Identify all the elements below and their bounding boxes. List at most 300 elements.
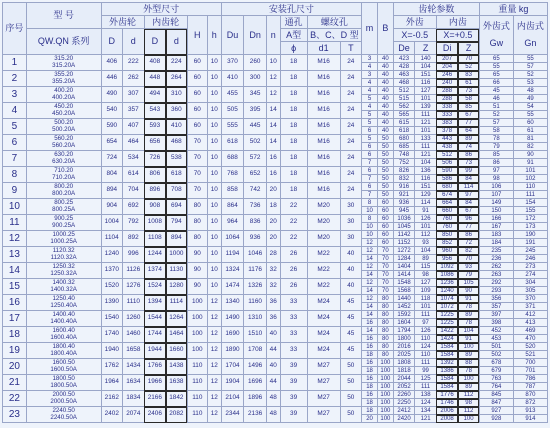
cell-di: 207 bbox=[436, 55, 458, 63]
cell-dn: 260 bbox=[244, 55, 267, 71]
cell-du: 455 bbox=[221, 87, 244, 103]
cell-id: 1130 bbox=[166, 263, 188, 279]
cell-gn: 274 bbox=[513, 271, 547, 279]
cell-d: 704 bbox=[123, 183, 145, 199]
cell-gw: 79 bbox=[479, 143, 513, 151]
cell-zn: 61 bbox=[458, 79, 480, 87]
table-row bbox=[3, 263, 548, 271]
cell-di: 760 bbox=[436, 215, 458, 223]
col-int-d-upper: D bbox=[144, 29, 166, 55]
col-h-lower: h bbox=[207, 16, 221, 55]
cell-d1: M24 bbox=[307, 311, 340, 327]
cell-di: 1072 bbox=[436, 303, 458, 311]
cell-model bbox=[26, 119, 101, 135]
cell-gn: 245 bbox=[513, 247, 547, 255]
table-row bbox=[3, 311, 548, 319]
col-outline: 外型尺寸 bbox=[101, 3, 221, 16]
cell-di: 438 bbox=[436, 143, 458, 151]
cell-id: 1280 bbox=[166, 279, 188, 295]
cell-z: 129 bbox=[415, 191, 437, 199]
cell-di: 1086 bbox=[436, 271, 458, 279]
cell-h: 90 bbox=[187, 263, 207, 279]
cell-du: 858 bbox=[221, 183, 244, 199]
cell-no: 12 bbox=[3, 231, 27, 247]
cell-m: 18 bbox=[362, 407, 378, 415]
cell-n: 16 bbox=[266, 167, 280, 183]
cell-gw: 293 bbox=[479, 287, 513, 295]
cell-m: 16 bbox=[362, 335, 378, 343]
cell-gw: 46 bbox=[479, 95, 513, 103]
table-row bbox=[3, 119, 548, 127]
cell-gw: 65 bbox=[479, 55, 513, 63]
cell-id: 2406 bbox=[144, 407, 166, 423]
cell-dn: 1046 bbox=[244, 247, 267, 263]
col-x-int: X=+0.5 bbox=[436, 29, 479, 42]
cell-de: 685 bbox=[393, 143, 415, 151]
cell-zn: 82 bbox=[458, 247, 480, 255]
cell-de: 945 bbox=[393, 207, 415, 215]
cell-b: 50 bbox=[377, 167, 393, 175]
cell-du: 618 bbox=[221, 135, 244, 151]
cell-b: 80 bbox=[377, 351, 393, 359]
col-weight: 重量 kg bbox=[479, 3, 547, 16]
cell-dn: 2136 bbox=[244, 407, 267, 423]
cell-d: 1126 bbox=[123, 263, 145, 279]
cell-id: 1524 bbox=[144, 279, 166, 295]
cell-m: 12 bbox=[362, 239, 378, 247]
cell-dn: 1326 bbox=[244, 279, 267, 295]
cell-d: 692 bbox=[123, 199, 145, 215]
cell-phi: 18 bbox=[280, 103, 307, 119]
cell-d: 1658 bbox=[123, 343, 145, 359]
cell-n: 48 bbox=[266, 407, 280, 423]
cell-h: 70 bbox=[187, 167, 207, 183]
cell-phi: 18 bbox=[280, 183, 307, 199]
cell-phi: 33 bbox=[280, 343, 307, 359]
cell-id: 806 bbox=[144, 167, 166, 183]
table-row bbox=[3, 215, 548, 223]
model-code: 500.20 bbox=[54, 119, 74, 127]
cell-gw: 58 bbox=[479, 127, 513, 135]
cell-de: 463 bbox=[393, 71, 415, 79]
cell-d1: M27 bbox=[307, 407, 340, 423]
cell-z: 127 bbox=[415, 279, 437, 287]
cell-de: 1414 bbox=[393, 271, 415, 279]
cell-m: 7 bbox=[362, 175, 378, 183]
cell-d1: M22 bbox=[307, 279, 340, 295]
cell-h: 10 bbox=[207, 135, 221, 151]
cell-du: 370 bbox=[221, 55, 244, 71]
cell-no: 5 bbox=[3, 119, 27, 135]
cell-id: 494 bbox=[144, 87, 166, 103]
cell-z: 98 bbox=[415, 271, 437, 279]
cell-gn: 701 bbox=[513, 367, 547, 375]
cell-n: 14 bbox=[266, 135, 280, 151]
cell-no: 7 bbox=[3, 151, 27, 167]
model-code: 900.25A bbox=[52, 221, 76, 229]
cell-z: 116 bbox=[415, 175, 437, 183]
cell-de: 1404 bbox=[393, 263, 415, 271]
cell-n: 48 bbox=[266, 391, 280, 407]
cell-gw: 45 bbox=[479, 87, 513, 95]
cell-dn: 1496 bbox=[244, 359, 267, 375]
cell-zn: 67 bbox=[458, 111, 480, 119]
cell-n: 40 bbox=[266, 327, 280, 343]
cell-phi: 39 bbox=[280, 359, 307, 375]
model-code: 710.20 bbox=[54, 167, 74, 175]
cell-h: 10 bbox=[207, 103, 221, 119]
cell-m: 14 bbox=[362, 327, 378, 335]
cell-z: 110 bbox=[415, 351, 437, 359]
col-d1: d1 bbox=[307, 42, 340, 55]
cell-d1: M24 bbox=[307, 327, 340, 343]
cell-z: 126 bbox=[415, 327, 437, 335]
col-de: De bbox=[393, 42, 415, 55]
cell-z: 140 bbox=[415, 55, 437, 63]
cell-zn: 52 bbox=[458, 63, 480, 71]
cell-dn: 1310 bbox=[244, 311, 267, 327]
cell-di: 664 bbox=[436, 199, 458, 207]
cell-phi: 22 bbox=[280, 215, 307, 231]
cell-phi: 26 bbox=[280, 263, 307, 279]
model-code: 1120.32A bbox=[50, 253, 77, 261]
cell-h: 110 bbox=[187, 391, 207, 407]
cell-gn: 154 bbox=[513, 199, 547, 207]
cell-m: 16 bbox=[362, 319, 378, 327]
table-row bbox=[3, 55, 548, 63]
cell-b: 40 bbox=[377, 63, 393, 71]
table-row bbox=[3, 87, 548, 95]
cell-gw: 679 bbox=[479, 367, 513, 375]
cell-gn: 371 bbox=[513, 303, 547, 311]
model-code: 1800.40 bbox=[52, 343, 75, 351]
cell-b: 80 bbox=[377, 295, 393, 303]
cell-id: 708 bbox=[166, 183, 188, 199]
table-row bbox=[3, 359, 548, 367]
cell-du: 1064 bbox=[221, 231, 244, 247]
cell-d: 446 bbox=[101, 71, 123, 87]
cell-id: 1438 bbox=[166, 359, 188, 375]
cell-gn: 246 bbox=[513, 255, 547, 263]
cell-de: 1142 bbox=[393, 231, 415, 239]
cell-du: 1904 bbox=[221, 375, 244, 391]
cell-m: 5 bbox=[362, 135, 378, 143]
cell-h: 10 bbox=[207, 215, 221, 231]
model-code: 450.20 bbox=[54, 103, 74, 111]
cell-m: 12 bbox=[362, 295, 378, 303]
cell-b: 50 bbox=[377, 191, 393, 199]
cell-h: 80 bbox=[187, 199, 207, 215]
cell-m: 12 bbox=[362, 279, 378, 287]
table-row bbox=[3, 199, 548, 207]
cell-z: 116 bbox=[415, 79, 437, 87]
cell-b: 80 bbox=[377, 311, 393, 319]
col-gear-params: 齿轮参数 bbox=[393, 3, 479, 16]
model-code: 355.20 bbox=[54, 71, 74, 79]
cell-zn: 97 bbox=[458, 191, 480, 199]
col-ext-gear: 外齿轮 bbox=[101, 16, 144, 29]
cell-gn: 190 bbox=[513, 231, 547, 239]
cell-d: 894 bbox=[101, 183, 123, 199]
cell-di: 956 bbox=[436, 255, 458, 263]
cell-gw: 150 bbox=[479, 207, 513, 215]
cell-d: 724 bbox=[101, 151, 123, 167]
cell-n: 12 bbox=[266, 87, 280, 103]
cell-du: 410 bbox=[221, 71, 244, 87]
cell-gn: 102 bbox=[513, 175, 547, 183]
cell-d1: M27 bbox=[307, 359, 340, 375]
model-code: 2000.50 bbox=[52, 391, 75, 399]
cell-dn: 1160 bbox=[244, 295, 267, 311]
cell-gn: 55 bbox=[513, 55, 547, 63]
cell-gw: 183 bbox=[479, 231, 513, 239]
cell-gn: 173 bbox=[513, 223, 547, 231]
cell-d: 1540 bbox=[101, 311, 123, 327]
cell-zn: 85 bbox=[458, 103, 480, 111]
cell-gw: 107 bbox=[479, 191, 513, 199]
table-body bbox=[3, 55, 548, 423]
model-code: 1400.40A bbox=[50, 317, 77, 325]
table-row bbox=[3, 407, 548, 415]
cell-b: 60 bbox=[377, 215, 393, 223]
model-code: 450.20A bbox=[52, 109, 76, 117]
cell-t: 45 bbox=[340, 343, 362, 359]
model-code: 900.25 bbox=[54, 215, 74, 223]
col-dn: Dn bbox=[244, 16, 267, 55]
cell-n: 44 bbox=[266, 343, 280, 359]
cell-d1: M20 bbox=[307, 215, 340, 231]
cell-zn: 91 bbox=[458, 295, 480, 303]
cell-h: 90 bbox=[187, 247, 207, 263]
cell-de: 562 bbox=[393, 103, 415, 111]
model-code: 1400.40 bbox=[52, 311, 75, 319]
col-m: m bbox=[362, 3, 378, 55]
cell-t: 30 bbox=[340, 215, 362, 231]
cell-di: 2008 bbox=[436, 415, 458, 423]
cell-phi: 22 bbox=[280, 231, 307, 247]
cell-phi: 33 bbox=[280, 311, 307, 327]
cell-model bbox=[26, 247, 101, 263]
cell-d: 1940 bbox=[101, 343, 123, 359]
cell-di: 586 bbox=[436, 175, 458, 183]
cell-de: 832 bbox=[393, 175, 415, 183]
cell-b: 70 bbox=[377, 255, 393, 263]
cell-de: 1794 bbox=[393, 327, 415, 335]
cell-di: 590 bbox=[436, 167, 458, 175]
cell-d1: M22 bbox=[307, 263, 340, 279]
cell-b: 40 bbox=[377, 111, 393, 119]
cell-phi: 18 bbox=[280, 119, 307, 135]
cell-du: 1690 bbox=[221, 327, 244, 343]
cell-id: 543 bbox=[144, 103, 166, 119]
cell-b: 40 bbox=[377, 71, 393, 79]
cell-m: 10 bbox=[362, 223, 378, 231]
cell-zn: 79 bbox=[458, 271, 480, 279]
cell-t: 45 bbox=[340, 327, 362, 343]
cell-d: 590 bbox=[101, 119, 123, 135]
cell-de: 515 bbox=[393, 95, 415, 103]
cell-di: 1074 bbox=[436, 295, 458, 303]
cell-zn: 114 bbox=[458, 183, 480, 191]
cell-dn: 395 bbox=[244, 103, 267, 119]
cell-d: 996 bbox=[123, 247, 145, 263]
model-code: 1250.32A bbox=[50, 269, 77, 277]
model-code: 630.20 bbox=[54, 151, 74, 159]
cell-m: 20 bbox=[362, 415, 378, 423]
cell-d1: M20 bbox=[307, 199, 340, 215]
cell-id: 896 bbox=[144, 183, 166, 199]
cell-gn: 305 bbox=[513, 287, 547, 295]
col-thread-hole: 螺纹孔 bbox=[307, 16, 361, 29]
cell-di: 240 bbox=[436, 79, 458, 87]
cell-b: 60 bbox=[377, 199, 393, 207]
cell-de: 752 bbox=[393, 159, 415, 167]
cell-de: 1284 bbox=[393, 255, 415, 263]
col-ext-d-upper: D bbox=[101, 29, 123, 55]
model-code: 2240.50A bbox=[50, 413, 77, 421]
cell-di: 960 bbox=[436, 247, 458, 255]
cell-m: 12 bbox=[362, 247, 378, 255]
cell-dn: 572 bbox=[244, 151, 267, 167]
cell-b: 100 bbox=[377, 383, 393, 391]
cell-gn: 304 bbox=[513, 279, 547, 287]
cell-no: 4 bbox=[3, 103, 27, 119]
cell-z: 121 bbox=[415, 119, 437, 127]
cell-z: 124 bbox=[415, 343, 437, 351]
cell-gw: 847 bbox=[479, 399, 513, 407]
cell-de: 2044 bbox=[393, 375, 415, 383]
cell-du: 864 bbox=[221, 199, 244, 215]
cell-d: 2162 bbox=[101, 391, 123, 407]
cell-model bbox=[26, 295, 101, 311]
cell-phi: 18 bbox=[280, 87, 307, 103]
cell-di: 378 bbox=[436, 127, 458, 135]
cell-z: 109 bbox=[415, 287, 437, 295]
cell-no: 15 bbox=[3, 279, 27, 295]
col-w-ext: 外齿式 Gw bbox=[479, 16, 513, 55]
cell-de: 423 bbox=[393, 55, 415, 63]
table-row bbox=[3, 247, 548, 255]
cell-gw: 397 bbox=[479, 311, 513, 319]
cell-m: 14 bbox=[362, 303, 378, 311]
cell-dn: 1896 bbox=[244, 391, 267, 407]
cell-gn: 49 bbox=[513, 95, 547, 103]
cell-m: 5 bbox=[362, 111, 378, 119]
cell-b: 50 bbox=[377, 135, 393, 143]
cell-z: 93 bbox=[415, 239, 437, 247]
cell-du: 1194 bbox=[221, 247, 244, 263]
cell-model bbox=[26, 375, 101, 391]
cell-de: 468 bbox=[393, 79, 415, 87]
cell-gn: 111 bbox=[513, 191, 547, 199]
cell-b: 80 bbox=[377, 303, 393, 311]
cell-z: 127 bbox=[415, 87, 437, 95]
cell-b: 40 bbox=[377, 55, 393, 63]
cell-gw: 764 bbox=[479, 383, 513, 391]
model-code: 1600.40 bbox=[52, 327, 75, 335]
cell-di: 674 bbox=[436, 191, 458, 199]
model-code: 1800.50 bbox=[52, 375, 75, 383]
col-phi: ϕ bbox=[280, 42, 307, 55]
cell-h: 12 bbox=[207, 391, 221, 407]
cell-id: 794 bbox=[166, 215, 188, 231]
cell-di: 660 bbox=[436, 207, 458, 215]
cell-z: 124 bbox=[415, 399, 437, 407]
cell-h: 10 bbox=[207, 279, 221, 295]
cell-z: 111 bbox=[415, 111, 437, 119]
cell-n: 18 bbox=[266, 199, 280, 215]
cell-h: 100 bbox=[187, 327, 207, 343]
cell-z: 112 bbox=[415, 231, 437, 239]
cell-z: 139 bbox=[415, 103, 437, 111]
cell-phi: 33 bbox=[280, 327, 307, 343]
cell-gn: 520 bbox=[513, 343, 547, 351]
cell-de: 680 bbox=[393, 135, 415, 143]
cell-m: 6 bbox=[362, 127, 378, 135]
col-no: 序号 bbox=[3, 3, 27, 55]
col-int-teeth: 内齿 bbox=[436, 16, 479, 29]
model-code: 800.20 bbox=[54, 183, 74, 191]
col-x-ext: X=-0.5 bbox=[393, 29, 436, 42]
cell-b: 80 bbox=[377, 327, 393, 335]
cell-d: 406 bbox=[101, 55, 123, 71]
cell-z: 101 bbox=[415, 303, 437, 311]
cell-n: 44 bbox=[266, 375, 280, 391]
cell-zn: 78 bbox=[458, 367, 480, 375]
cell-no: 23 bbox=[3, 407, 27, 423]
cell-du: 1704 bbox=[221, 359, 244, 375]
cell-d: 904 bbox=[101, 199, 123, 215]
cell-dn: 742 bbox=[244, 183, 267, 199]
cell-id: 448 bbox=[144, 71, 166, 87]
col-z-ext: Z bbox=[415, 42, 437, 55]
cell-no: 17 bbox=[3, 311, 27, 327]
cell-b: 100 bbox=[377, 359, 393, 367]
cell-di: 246 bbox=[436, 71, 458, 79]
cell-zn: 58 bbox=[458, 95, 480, 103]
cell-z: 121 bbox=[415, 415, 437, 423]
cell-h: 80 bbox=[187, 231, 207, 247]
cell-h: 60 bbox=[187, 55, 207, 71]
model-code: 1600.50 bbox=[52, 359, 75, 367]
cell-n: 36 bbox=[266, 311, 280, 327]
table-row bbox=[3, 279, 548, 287]
cell-m: 8 bbox=[362, 215, 378, 223]
cell-b: 60 bbox=[377, 207, 393, 215]
cell-h: 10 bbox=[207, 87, 221, 103]
cell-m: 12 bbox=[362, 263, 378, 271]
cell-d: 792 bbox=[123, 215, 145, 231]
cell-gn: 60 bbox=[513, 119, 547, 127]
cell-gw: 106 bbox=[479, 183, 513, 191]
cell-di: 288 bbox=[436, 87, 458, 95]
cell-z: 125 bbox=[415, 375, 437, 383]
cell-m: 8 bbox=[362, 199, 378, 207]
cell-dn: 1708 bbox=[244, 343, 267, 359]
cell-du: 1890 bbox=[221, 343, 244, 359]
cell-gw: 97 bbox=[479, 167, 513, 175]
cell-zn: 64 bbox=[458, 127, 480, 135]
cell-t: 24 bbox=[340, 183, 362, 199]
cell-d: 614 bbox=[123, 167, 145, 183]
cell-n: 32 bbox=[266, 279, 280, 295]
cell-model bbox=[26, 311, 101, 327]
cell-b: 80 bbox=[377, 343, 393, 351]
cell-m: 3 bbox=[362, 71, 378, 79]
cell-h: 70 bbox=[187, 183, 207, 199]
cell-d: 1390 bbox=[101, 295, 123, 311]
cell-zn: 89 bbox=[458, 135, 480, 143]
